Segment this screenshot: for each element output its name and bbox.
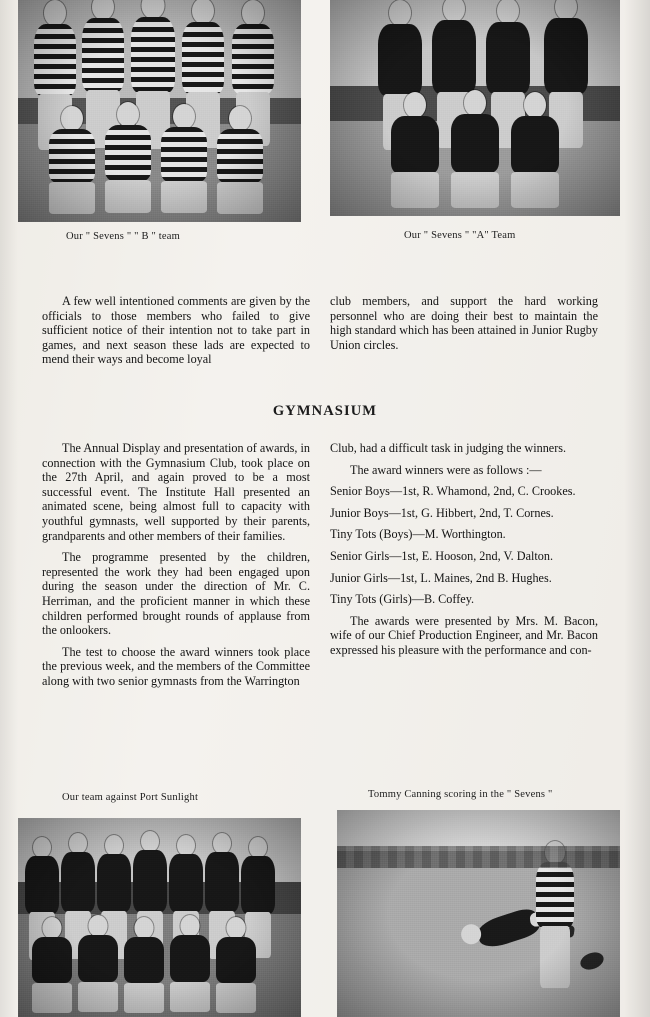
page-edge-shadow-left [0, 0, 18, 1017]
article-top-left-column [42, 294, 310, 367]
award-winner-entry: Tiny Tots (Girls)—B. Coffey. [330, 592, 475, 607]
caption-sevens-b-team: Our " Sevens " " B " team [66, 231, 181, 242]
award-winner-entry: Senior Girls—1st, E. Hooson, 2nd, V. Dalton. [330, 548, 553, 563]
paragraph: The test to choose the award winners took place the previous week, and the members of the Committee along with two senior gymnasts from the Warrington [42, 644, 310, 688]
paragraph: A few well intentioned comments are given by the officials to those members who failed to give sufficient notice of their intention not to take part in games, and next season these lads are expected to mend their ways and become loyal [42, 294, 310, 367]
award-winner-entry: Junior Boys—1st, G. Hibbert, 2nd, T. Cornes. [330, 505, 554, 520]
award-winner-entry: Tiny Tots (Boys)—M. Worthington. [330, 527, 506, 542]
page-edge-shadow-right [624, 0, 650, 1017]
photo-tommy-canning-scoring [337, 810, 620, 1017]
paragraph: club members, and support the hard working personnel who are doing their best to maintain the high standard which has been attained in Junior Rugby Union circles. [330, 294, 598, 352]
award-winner-entry: Senior Boys—1st, R. Whamond, 2nd, C. Crookes. [330, 484, 576, 499]
photo-sevens-a-team [330, 0, 620, 216]
article-top-right-column [330, 294, 598, 352]
gymnasium-left-column [42, 441, 310, 689]
gymnasium-right-column [330, 441, 598, 658]
paragraph: The award winners were as follows :— [350, 462, 542, 477]
paragraph: The awards were presented by Mrs. M. Bacon, wife of our Chief Production Engineer, and Mr. Bacon expressed his pleasure with the performance and con- [330, 613, 598, 657]
photo-team-against-port-sunlight [18, 818, 301, 1017]
paragraph: The Annual Display and presentation of awards, in connection with the Gymnasium Club, took place on the 27th April, and again proved to be a most successful event. The Institute Hall presented an animated scene, being almost full to capacity with youthful gymnasts, well supported by their parents, grandparents and other members of their families. [42, 441, 310, 543]
photo-sevens-b-team [18, 0, 301, 222]
award-winner-entry: Junior Girls—1st, L. Maines, 2nd B. Hughes. [330, 570, 552, 585]
caption-team-against-port-sunlight: Our team against Port Sunlight [62, 792, 199, 803]
section-heading-gymnasium: GYMNASIUM [272, 403, 378, 419]
caption-tommy-canning-scoring: Tommy Canning scoring in the " Sevens " [368, 789, 553, 800]
caption-sevens-a-team: Our " Sevens " "A" Team [404, 230, 516, 241]
paragraph: Club, had a difficult task in judging the winners. [330, 441, 567, 455]
paragraph: The programme presented by the children, represented the work they had been engaged upon during the season under the direction of Mr. C. Herriman, and the proficient manner in which these children performed brought rounds of applause from the onlookers. [42, 550, 310, 638]
